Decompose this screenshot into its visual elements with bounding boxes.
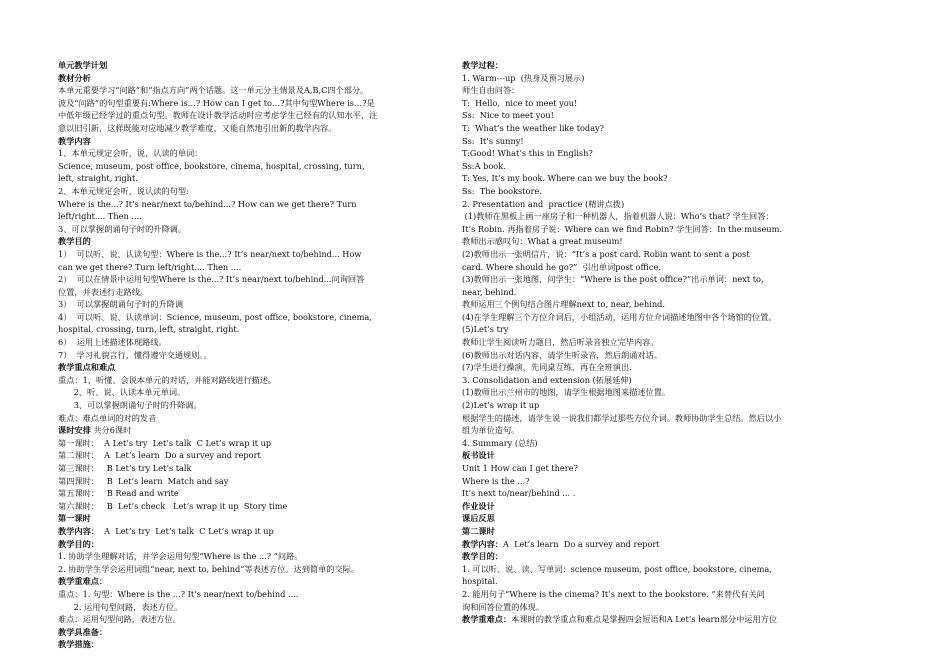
text-line: (7)学生进行操演，先同桌互练，再在全班演出.: [462, 362, 632, 373]
text-line: Unit 1 How can I get there?: [462, 463, 578, 473]
line-label: 教学内容：: [58, 525, 99, 536]
text-line: 6） 运用上述描述体现路线。: [58, 337, 167, 348]
text-line: It’s next to/near/behind ... .: [462, 488, 576, 499]
text-line: can we get there? Turn left/right.... Then ....: [58, 261, 242, 272]
text-line: (1)教师在黑板上画一座房子和一种机器人，指着机器人说：Who’s that? 学生回答：: [462, 211, 774, 222]
text-line: Ss: The bookstore.: [462, 185, 542, 196]
text-line: 根据学生的描述，请学生说一说我们都学过那些方位介词。教师协助学生总结。然后以小: [462, 412, 782, 423]
text-line: hospital, crossing, turn, left, straight, right.: [58, 324, 240, 335]
text-line: Where is the ...?: [462, 475, 530, 486]
text-line: 重点：1、听懂、会说本单元的对话，并能对路线进行描述。: [58, 374, 277, 385]
text-line: 2. 运用句型问路，表述方位。: [58, 601, 183, 612]
section-heading: 教学措施：: [58, 639, 99, 650]
text-line: 位置，并表述行走路线。: [58, 286, 149, 297]
text-line: 第二课时： A Let’s learn Do a survey and report: [58, 450, 261, 461]
text-line: T: Yes, It’s my book. Where can we buy the book?: [462, 173, 668, 184]
section-heading: 教学过程：: [462, 60, 503, 70]
text-line: 教师让学生阅读听力题目，然后听录音独立完毕内容。: [462, 337, 659, 348]
text-line: 意以旧引新，这样既能对应地减少教学难度，又能自然地引出新的教学内容。: [58, 122, 337, 133]
text-line: 询和回答位置的体现。: [462, 601, 544, 612]
text-line: (2)Let’s wrap it up: [462, 400, 540, 411]
text-line: 中低年级已经学过的重点句型。教师在设计教学活动时应考虑学生已经有的认知水平，注: [58, 110, 378, 121]
text-line: near, behind.: [462, 286, 517, 297]
line-text: A Let’s learn Do a survey and report: [502, 538, 660, 549]
labeled-line: [58, 525, 418, 538]
text-line: 第六课时： B Let’s check Let’s wrap it up Story time: [58, 500, 288, 511]
text-line: 组为单位造句。: [462, 425, 520, 436]
left-column: [58, 59, 418, 651]
text-line: 教师运用三个例句结合图片理解next to, near, behind.: [462, 299, 665, 310]
section-heading: 教学目的：: [58, 538, 99, 549]
text-line: 1. 可以听、说、读、写单词：science museum, post office, bookstore, cinema,: [462, 563, 772, 574]
text-line: left/right.... Then ....: [58, 211, 142, 222]
text-line: 1） 可以听、说、认读句型：Where is the...? It’s near/next to/behind... How: [58, 248, 362, 259]
text-line: Ss: It’s sunny!: [462, 135, 524, 146]
section-heading: 教学重难点：: [58, 576, 108, 587]
text-line: Ss:A book.: [462, 160, 506, 171]
text-line: T: Hello, nice to meet you!: [462, 97, 578, 108]
line-text: A Let’s try Let’s talk C Let’s wrap it up: [98, 525, 274, 536]
labeled-line: [462, 613, 834, 626]
text-line: 4. Summary (总结): [462, 437, 538, 448]
text-line: 师生自由问答：: [462, 85, 520, 96]
text-line: 本单元重要学习“问路”和“指点方向”两个话题。这一单元分主情景及A,B,C四个部分。: [58, 85, 369, 96]
section-heading: 板书设计: [462, 450, 495, 461]
text-line: 第四课时： B Let’s learn Match and say: [58, 475, 229, 486]
text-line: (1)教师出示兰州市的地图，请学生根据地图来描述位置。: [462, 387, 671, 398]
text-line: 难点：运用句型问路，表述方位。: [58, 614, 181, 625]
text-line: 2） 可以在情景中运用句型Where is the...? It’s near/next to/behind...问询回答: [58, 274, 365, 285]
text-line: left, straight, right.: [58, 173, 138, 184]
text-line: 1、本单元规定会听，说，认读的单词：: [58, 148, 203, 159]
section-heading: 教学内容: [58, 135, 91, 146]
text-line: 7） 学习礼貌言行，懂得遵守交通规则。。: [58, 349, 212, 360]
text-line: 3、可以掌握朗诵句子时的升降调。: [58, 400, 202, 411]
right-column: [462, 59, 834, 626]
text-line: T:Good! What’s this in English?: [462, 148, 593, 159]
text-line: 第五课时： B Read and write: [58, 488, 179, 499]
text-line: 2. Presentation and practice (精讲点拨): [462, 198, 625, 209]
section-heading: 教材分析: [58, 72, 91, 83]
text-line: card. Where should he go?” 引出单词post office.: [462, 261, 661, 272]
section-heading: 第一课时: [58, 513, 91, 524]
text-line: 3. Consolidation and extension (拓展延伸): [462, 374, 632, 385]
text-line: 3、可以掌握朗诵句子时的升降调。: [58, 223, 187, 234]
text-line: hospital.: [462, 576, 498, 587]
section-heading: 课后反思: [462, 513, 495, 524]
labeled-line: [58, 424, 418, 437]
text-line: 难点：难点单词的对的发音: [58, 412, 157, 423]
line-label: 教学重难点：: [462, 614, 512, 625]
text-line: (3)教师出示一张地图，问学生：“Where is the post office?”出示单词：next to,: [462, 274, 764, 285]
text-line: T: What’s the weather like today?: [462, 122, 605, 133]
section-heading: 教学重点和难点: [58, 362, 116, 373]
labeled-line: [462, 538, 834, 551]
text-line: 2、本单元规定会听，说认读的句型:: [58, 185, 189, 196]
text-line: 重点：1. 句型：Where is the ...? It’s near/next to/behind ....: [58, 588, 299, 599]
text-line: Where is the...? It’s near/next to/behind...? How can we get there? Turn: [58, 198, 357, 209]
text-line: 4） 可以听、说、认读单词：Science, museum, post office, bookstore, cinema,: [58, 311, 372, 322]
section-heading: 第二课时: [462, 525, 495, 536]
text-line: Science, museum, post office, bookstore, cinema, hospital, crossing, turn,: [58, 160, 365, 171]
text-line: 波及“问路”的句型重要有:Where is…? How can I get to…?其中句型Where is…?是: [58, 97, 375, 108]
section-heading: 教学目的：: [462, 551, 503, 562]
section-heading: 教学具准备：: [58, 626, 108, 637]
text-line: 教师出示感叹句：What a great museum!: [462, 236, 623, 247]
text-line: It’s Robin. 再指着房子说：Where can we find Robin? 学生回答：In the museum.: [462, 223, 782, 234]
text-line: 3） 可以掌握朗诵句子时的升降调: [58, 299, 184, 310]
text-line: 2. 能用句子“Where is the cinema? It’s next to the bookstore. ”来替代有关问: [462, 588, 765, 599]
line-text: 共分6课时: [90, 425, 132, 436]
text-line: 2. 协助学生学会运用词组“near, next to, behind”等表述方位。达到简单的交际。: [58, 563, 360, 574]
text-line: Ss: Nice to meet you!: [462, 110, 554, 121]
section-heading: 教学目的: [58, 236, 91, 247]
line-label: 教学内容：: [462, 538, 503, 549]
text-line: (6)教师出示对话内容，请学生听录音，然后朗诵对话。: [462, 349, 662, 360]
text-line: 2、听、说、认读本单元单词。: [58, 387, 186, 398]
text-line: 第三课时： B Let’s try Let’s talk: [58, 463, 192, 473]
text-line: (5)Let’s try: [462, 324, 509, 335]
line-text: 本课时的教学重点和难点是掌握四会短语和A Let’s learn部分中运用方位: [511, 614, 778, 625]
text-line: 第一课时： A Let’s try Let’s talk C Let’s wrap it up: [58, 437, 272, 448]
text-line: 1. 协助学生理解对话，并学会运用句型“Where is the ...? ”问路。: [58, 551, 303, 562]
line-label: 课时安排: [58, 425, 91, 436]
text-line: 1. Warm---up (热身及预习展示): [462, 72, 585, 83]
text-line: (4)在学生理解三个方位介词后，小组活动，运用方位介词描述地图中各个场馆的位置。: [462, 311, 777, 322]
section-heading: 作业设计: [462, 500, 495, 511]
text-line: (2)教师出示一张明信片，说：“It’s a post card. Robin want to sent a post: [462, 248, 750, 259]
section-heading: 单元教学计划: [58, 60, 108, 70]
